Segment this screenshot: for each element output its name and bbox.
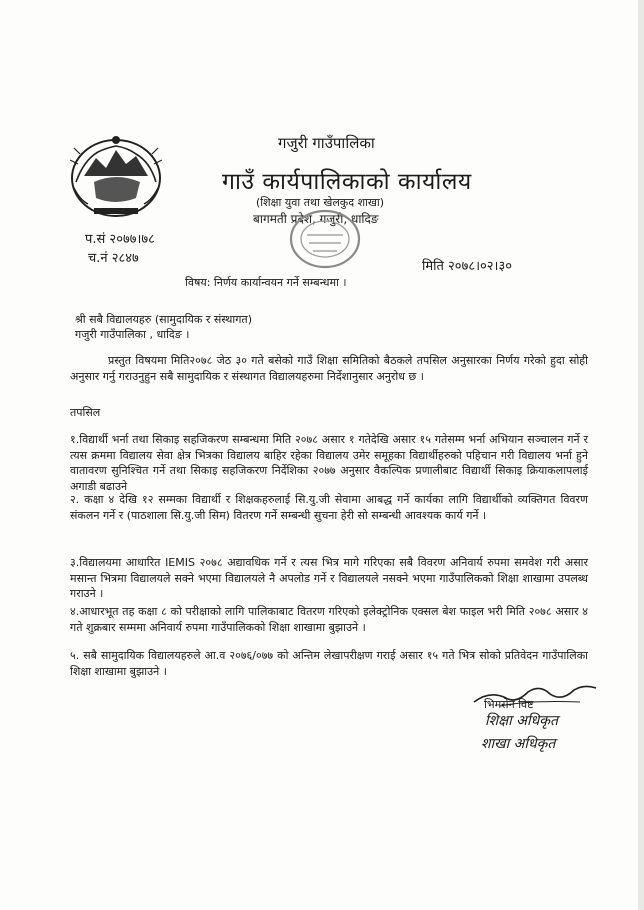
signatory-name: भिमसेन विष्ट xyxy=(484,698,534,711)
office-title: गाउँ कार्यपालिकाको कार्यालय xyxy=(222,169,472,195)
intro-paragraph: प्रस्तुत विषयमा मिति२०७८ जेठ ३० गते बसेको गाउँ शिक्षा समितिको बैठकले तपसिल अनुसारका निर्णय गरेको हुदा सोही अनुसार गर्नु गराउनुहुन सबै सामुदायिक र संस्थागत विद्यालयहरुमा निर्देशानुसार अनुरोध छ । xyxy=(70,354,588,383)
decision-item-2: २. कक्षा ४ देखि १२ सम्मका विद्यार्थी र शिक्षकहरुलाई सि.यु.जी सेवामा आबद्ध गर्ने कार्यका लागि विद्यार्थीको व्यक्तिगत विवरण संकलन गर्ने र (पाठशाला सि.यु.जी सिम) वितरण गर्ने सम्बन्धी सुचना हेरी सो सम्बन्धी आवश्यक कार्य गर्ने । xyxy=(70,493,588,522)
letter-date: मिति २०७८।०२।३० xyxy=(422,259,512,274)
patra-sankhya: प.सं २०७७।७८ xyxy=(85,232,155,247)
decision-item-4: ४.आधारभूत तह कक्षा ८ को परीक्षाको लागि पालिकाबाट वितरण गरिएको इलेक्ट्रोनिक एक्सल बेश फाइल भरी मिति २०७८ असार ४ गते शुक्रबार सम्ममा अनिवार्य रुपमा गाउँपालिकको शिक्षा शाखामा बुझाउने । xyxy=(70,605,588,634)
signatory-title: शिक्षा अधिकृत xyxy=(485,713,558,729)
addressee-line1: श्री सबै विद्यालयहरु (सामुदायिक र संस्थागत) xyxy=(75,313,252,326)
decision-item-1: १.विद्यार्थी भर्ना तथा सिकाइ सहजिकरण सम्बन्धमा मिति २०७८ असार १ गतेदेखि असार १५ गतेसम्म भर्ना अभियान सञ्चालन गर्ने र त्यस क्रममा विद्यालय सेवा क्षेत्र भित्रका विद्यालय बाहिर रहेका विद्यालय उमेर समूहका विद्यार्थीहरुको पहिचान गरी विद्यालय भर्ना हुने वातावरण सुनिश्चित गर्ने तथा सिकाइ सहजिकरण निर्देशिका २०७७ अनुसार वैकल्पिक प्रणालीबाट विद्यार्थी सिकाइ क्रियाकलापलाई अगाडी बढाउने xyxy=(70,433,588,493)
chalani-number: च.नं २८४७ xyxy=(88,251,139,266)
signatory-designation: शाखा अधिकृत xyxy=(481,736,556,752)
scan-edge-mark xyxy=(638,0,644,910)
subject-line: विषय: निर्णय कार्यान्वयन गर्ने सम्बन्धमा । xyxy=(185,276,347,289)
decision-item-5: ५. सबै सामुदायिक विद्यालयहरुले आ.व २०७६/०७७ को अन्तिम लेखापरीक्षण गराई असार १५ गते भित्र सोको प्रतिवेदन गाउँपालिका शिक्षा शाखामा बुझाउने । xyxy=(70,649,588,678)
municipality-name: गजुरी गाउँपालिका xyxy=(278,134,375,152)
nepal-emblem-icon xyxy=(64,130,168,222)
branch-name: (शिक्षा युवा तथा खेलकुद शाखा) xyxy=(256,196,385,209)
tapsil-heading: तपसिल xyxy=(70,406,101,419)
addressee-line2: गजुरी गाउँपालिका , धादिङ । xyxy=(75,328,190,341)
decision-item-3: ३.विद्यालयमा आधारित IEMIS २०७८ अद्यावधिक गर्ने र त्यस भित्र मागे गरिएका सबै विवरण अनिवार्य रुपमा समवेश गरी असार मसान्त भित्रमा विद्यालयले सक्ने भएमा विद्यालयले नै अपलोड गर्ने र विद्यालयले नसक्ने भएमा गाउँपालिकको शिक्षा शाखामा उपलब्ध गराउने । xyxy=(70,556,588,600)
office-stamp-icon xyxy=(285,205,365,273)
office-location: बागमती प्रदेश, गजुरी, धादिङ xyxy=(253,212,379,226)
